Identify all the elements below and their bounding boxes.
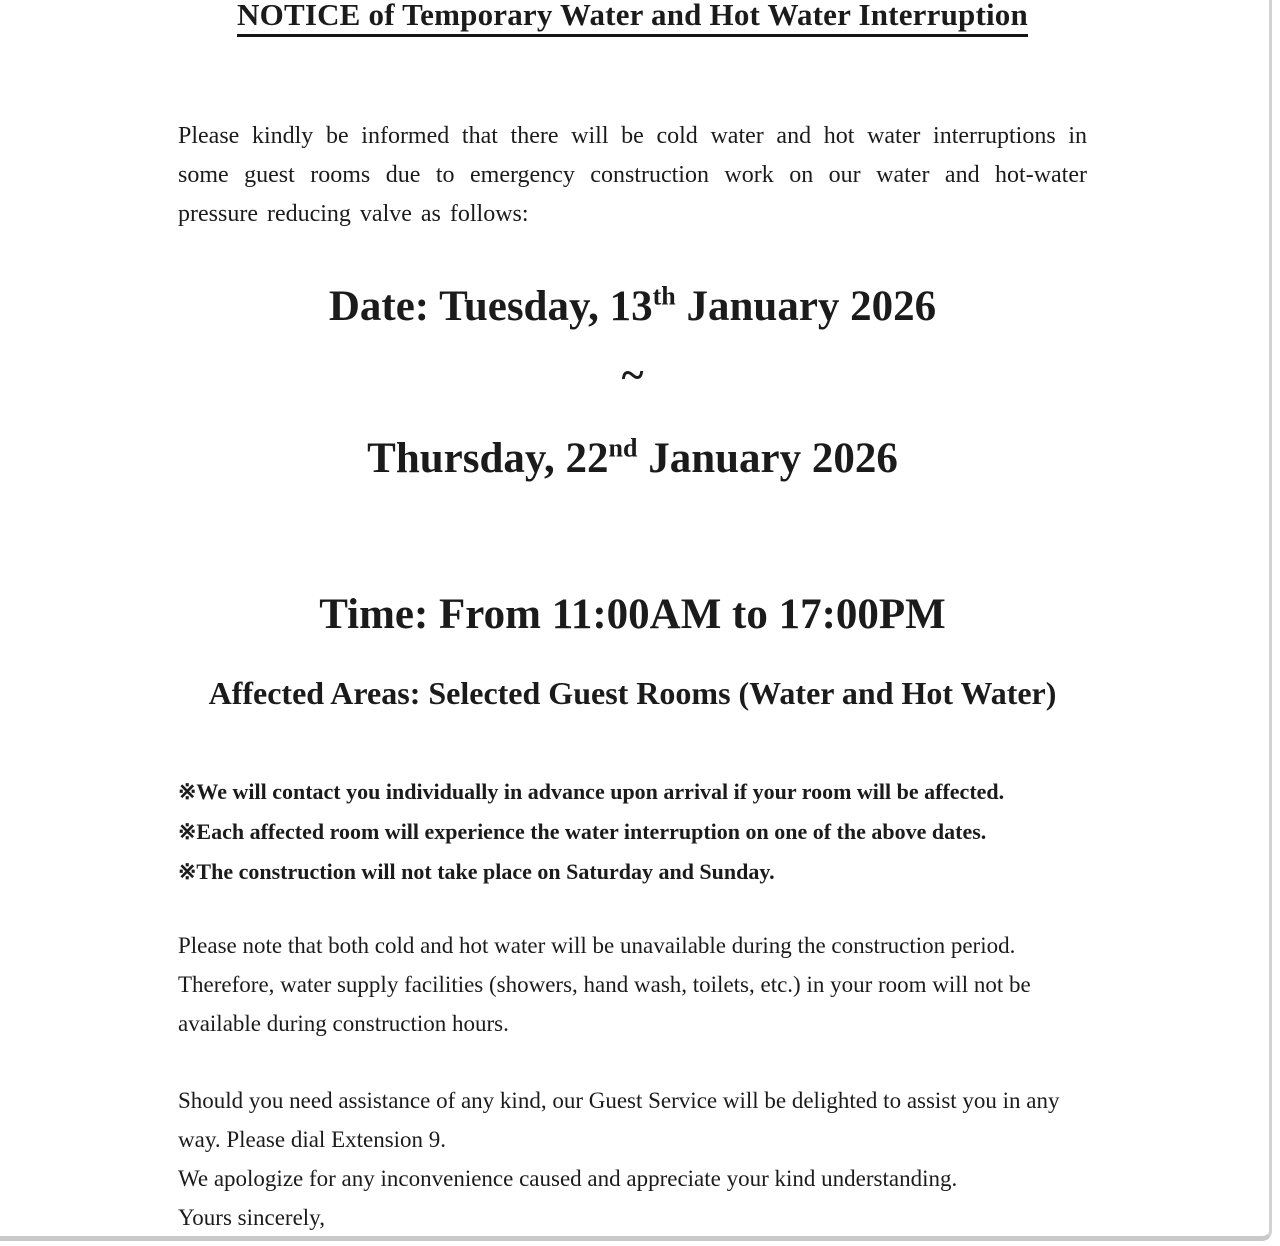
time-heading: Time: From 11:00AM to 17:00PM	[319, 591, 946, 638]
date-end-text: Thursday, 22	[367, 435, 609, 482]
notes-list	[178, 772, 1087, 892]
intro-paragraph: Please kindly be informed that there will be cold water and hot water interruptions in some guest rooms due to emergency construction work on our water and hot-water pressure reducing valve as follows:	[178, 123, 1087, 227]
date-start-text-suffix: January 2026	[675, 283, 937, 330]
date-end-ordinal-superscript: nd	[608, 433, 638, 463]
affected-areas-heading: Affected Areas: Selected Guest Rooms (Water and Hot Water)	[208, 675, 1057, 711]
note-line-one-of-dates: ※Each affected room will experience the water interruption on one of the above dates.	[178, 819, 987, 844]
signoff-line: Yours sincerely,	[178, 1205, 325, 1230]
notice-title: NOTICE of Temporary Water and Hot Water Interruption	[237, 0, 1028, 37]
construction-paragraph: Please note that both cold and hot water will be unavailable during the construction period. Therefore, water supply facilities (showers, hand wash, toilets, etc.) in your room will not be available during construction hours.	[178, 933, 1031, 1036]
date-start-ordinal-superscript: th	[652, 281, 676, 311]
note-line-weekend: ※The construction will not take place on Saturday and Sunday.	[178, 859, 775, 884]
date-end-heading	[178, 432, 1087, 486]
date-end-text-suffix: January 2026	[637, 435, 898, 482]
date-start-heading	[178, 280, 1087, 334]
note-line-contact: ※We will contact you individually in advance upon arrival if your room will be affected.	[178, 779, 1005, 804]
closing-block	[178, 1081, 1087, 1237]
notice-title-wrap	[178, 0, 1087, 37]
apology-line: We apologize for any inconvenience caused and appreciate your kind understanding.	[178, 1166, 958, 1191]
date-range-separator: ~	[621, 353, 644, 399]
date-start-text: Date: Tuesday, 13	[328, 283, 653, 330]
assistance-paragraph: Should you need assistance of any kind, our Guest Service will be delighted to assist you in any way. Please dial Extension 9.	[178, 1088, 1060, 1152]
